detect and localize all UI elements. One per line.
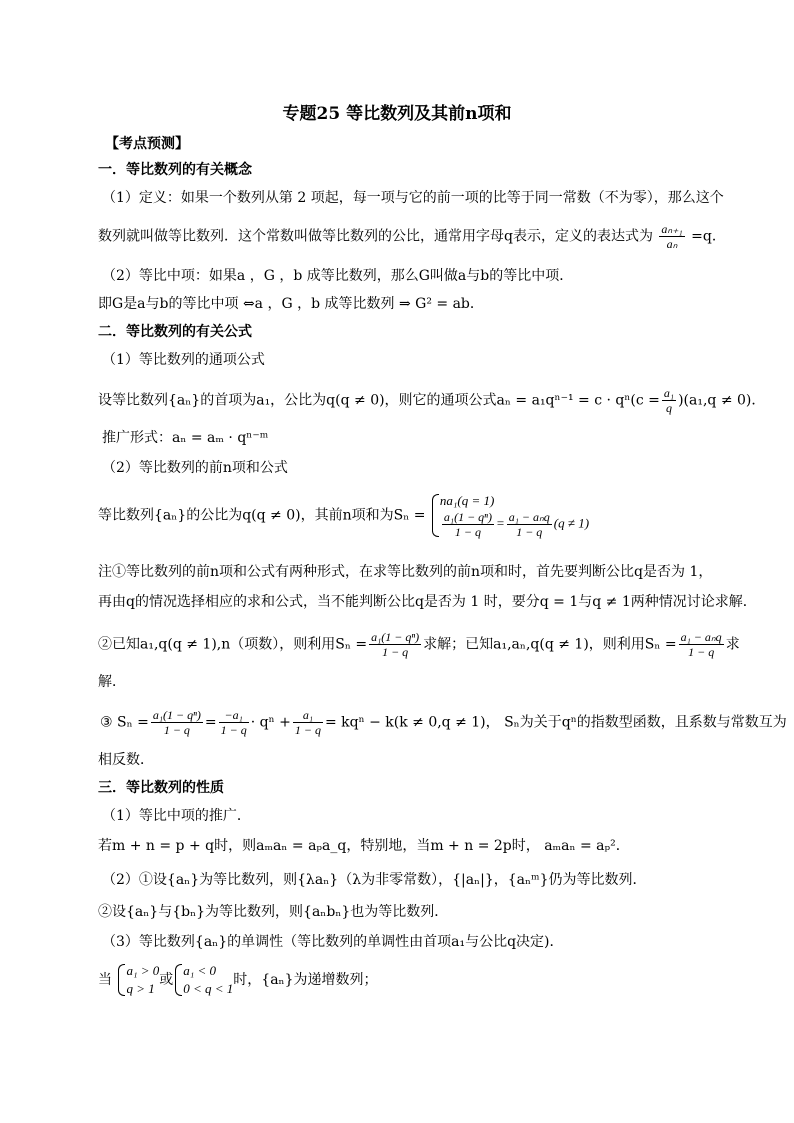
monotonic-line xyxy=(98,962,378,998)
note-2-frac-2-den: 1 − q xyxy=(688,645,715,659)
note-3-frac-3-den: 1 − q xyxy=(294,723,321,737)
sum-frac-1 xyxy=(442,510,494,539)
property-3-title: （3）等比数列{aₙ}的单调性（等比数列的单调性由首项a₁与公比q决定)． xyxy=(102,934,564,950)
c-numerator: a₁ xyxy=(663,386,675,400)
note-3-text-b: = kqⁿ − k(k ≠ 0,q ≠ 1)， Sₙ为关于qⁿ的指数型函数，且系数与常数互为 xyxy=(324,714,787,731)
note-3-frac-3-num: a₁ xyxy=(293,708,323,723)
note-1-line-2: 再由q的情况选择相应的求和公式，当不能判断公比q是否为 1 时，要分q = 1与q ≠ 1两种情况讨论求解． xyxy=(98,594,757,610)
sys2-row2: 0 < q < 1 xyxy=(183,981,234,996)
note-3-frac-2 xyxy=(219,708,249,737)
note-2-text-a: ②已知a₁,q(q ≠ 1),n（项数），则利用Sₙ = xyxy=(98,636,368,653)
sum-piecewise xyxy=(430,492,589,539)
sum-frac-1-den: 1 − q xyxy=(454,525,481,539)
c-denominator: q xyxy=(665,401,672,415)
property-1-title: （1）等比中项的推广． xyxy=(102,808,251,824)
definition-line-2 xyxy=(98,222,726,251)
monotonic-or: 或 xyxy=(159,972,174,988)
property-1-formula: 若m + n = p + q时，则aₘaₙ = aₚa_q，特别地，当m + n = 2p时， aₘaₙ = aₚ²． xyxy=(98,838,630,854)
sum-frac-1-num: a₁(1 − qⁿ) xyxy=(443,510,492,524)
section-heading-3: 三．等比数列的性质 xyxy=(98,780,224,796)
monotonic-end: 时，{aₙ}为递增数列； xyxy=(233,972,378,988)
ratio-fraction xyxy=(659,222,684,251)
monotonic-system-2 xyxy=(173,962,233,998)
extended-form: 推广形式：aₙ = aₘ · qⁿ⁻ᵐ xyxy=(102,430,269,446)
general-term-formula xyxy=(98,386,765,415)
note-3-frac-1-num: a₁(1 − qⁿ) xyxy=(152,708,201,722)
note-2-text-c: 求 xyxy=(725,636,740,653)
sum-formula-line xyxy=(98,492,589,539)
definition-line-1: （1）定义：如果一个数列从第 2 项起，每一项与它的前一项的比等于同一常数（不为零），那么这个 xyxy=(102,190,724,206)
monotonic-system-1 xyxy=(116,962,159,998)
note-3-frac-2-den: 1 − q xyxy=(220,723,247,737)
general-term-title: （1）等比数列的通项公式 xyxy=(102,352,265,368)
sum-frac-2 xyxy=(507,510,552,539)
ratio-numerator: aₙ₊₁ xyxy=(661,222,683,236)
note-2-line-2: 解． xyxy=(98,674,126,690)
note-3-text-a: ③ Sₙ = xyxy=(100,714,149,731)
note-3-frac-2-num: −a₁ xyxy=(219,708,249,723)
geometric-mean-equiv: 即G是a与b的等比中项 ⇔a ，G ，b 成等比数列 ⇒ G² = ab． xyxy=(98,296,484,312)
note-3-frac-3 xyxy=(293,708,323,737)
sum-case-1: na₁(q = 1) xyxy=(439,493,495,508)
note-3-frac-1-den: 1 − q xyxy=(163,723,190,737)
note-2-frac-2 xyxy=(679,630,724,659)
sys2-row1: a₁ < 0 xyxy=(183,963,217,978)
sum-formula-text: 等比数列{aₙ}的公比为q(q ≠ 0)，其前n项和为Sₙ = xyxy=(98,507,426,524)
note-1-line-1: 注①等比数列的前n项和公式有两种形式，在求等比数列的前n项和时，首先要判断公比q是否为 1， xyxy=(98,564,713,580)
page-title: 专题25 等比数列及其前n项和 xyxy=(282,104,512,124)
monotonic-when: 当 xyxy=(98,972,112,988)
note-3-frac-1 xyxy=(151,708,203,737)
sum-formula-title: （2）等比数列的前n项和公式 xyxy=(102,460,288,476)
note-2-frac-1-den: 1 − q xyxy=(382,645,409,659)
note-2-frac-2-num: a₁ − aₙq xyxy=(680,630,722,644)
property-2-line-2: ②设{aₙ}与{bₙ}为等比数列，则{aₙbₙ}也为等比数列． xyxy=(98,904,449,920)
section-heading-2: 二．等比数列的有关公式 xyxy=(98,324,252,340)
note-3-line-2: 相反数． xyxy=(98,752,154,768)
sum-frac-2-num: a₁ − aₙq xyxy=(508,510,550,524)
general-term-end: )(a₁,q ≠ 0)． xyxy=(678,392,766,409)
note-3-line xyxy=(100,708,787,737)
sum-case-2: $\frac{\text{a₁(1 − qⁿ)}}{1 - q}$ = $\frac{\text{a₁ − aₙq}}{1 - q}$ (q ≠ 1) xyxy=(443,510,590,539)
sum-case-2-cond: (q ≠ 1) xyxy=(553,515,590,531)
general-term-text: 设等比数列{aₙ}的首项为a₁，公比为q(q ≠ 0)，则它的通项公式aₙ = a₁qⁿ⁻¹ = c · qⁿ(c = xyxy=(98,392,660,409)
sum-frac-2-den: 1 − q xyxy=(516,525,543,539)
note-2-line xyxy=(98,630,740,659)
ratio-denominator: aₙ xyxy=(666,237,678,251)
definition-text: 数列就叫做等比数列．这个常数叫做等比数列的公比，通常用字母q表示，定义的表达式为 xyxy=(98,228,653,245)
section-tag: 【考点预测】 xyxy=(105,136,189,152)
note-2-text-b: 求解；已知a₁,aₙ,q(q ≠ 1)，则利用Sₙ = xyxy=(423,636,677,653)
c-fraction xyxy=(662,386,676,415)
note-2-frac-1-num: a₁(1 − qⁿ) xyxy=(371,630,420,644)
definition-end: =q． xyxy=(691,228,726,245)
note-3-eq: = xyxy=(204,714,217,731)
section-heading-1: 一．等比数列的有关概念 xyxy=(98,162,252,178)
note-2-frac-1 xyxy=(369,630,421,659)
sys1-row2: q > 1 xyxy=(126,981,155,996)
sys1-row1: a₁ > 0 xyxy=(126,963,160,978)
geometric-mean-line: （2）等比中项：如果a ，G ，b 成等比数列，那么G叫做a与b的等比中项． xyxy=(102,268,574,284)
property-2-line-1: （2）①设{aₙ}为等比数列，则{λaₙ}（λ为非零常数），{|aₙ|}，{aₙᵐ}仍为等比数列． xyxy=(102,872,647,888)
note-3-mid: · qⁿ + xyxy=(250,714,291,731)
